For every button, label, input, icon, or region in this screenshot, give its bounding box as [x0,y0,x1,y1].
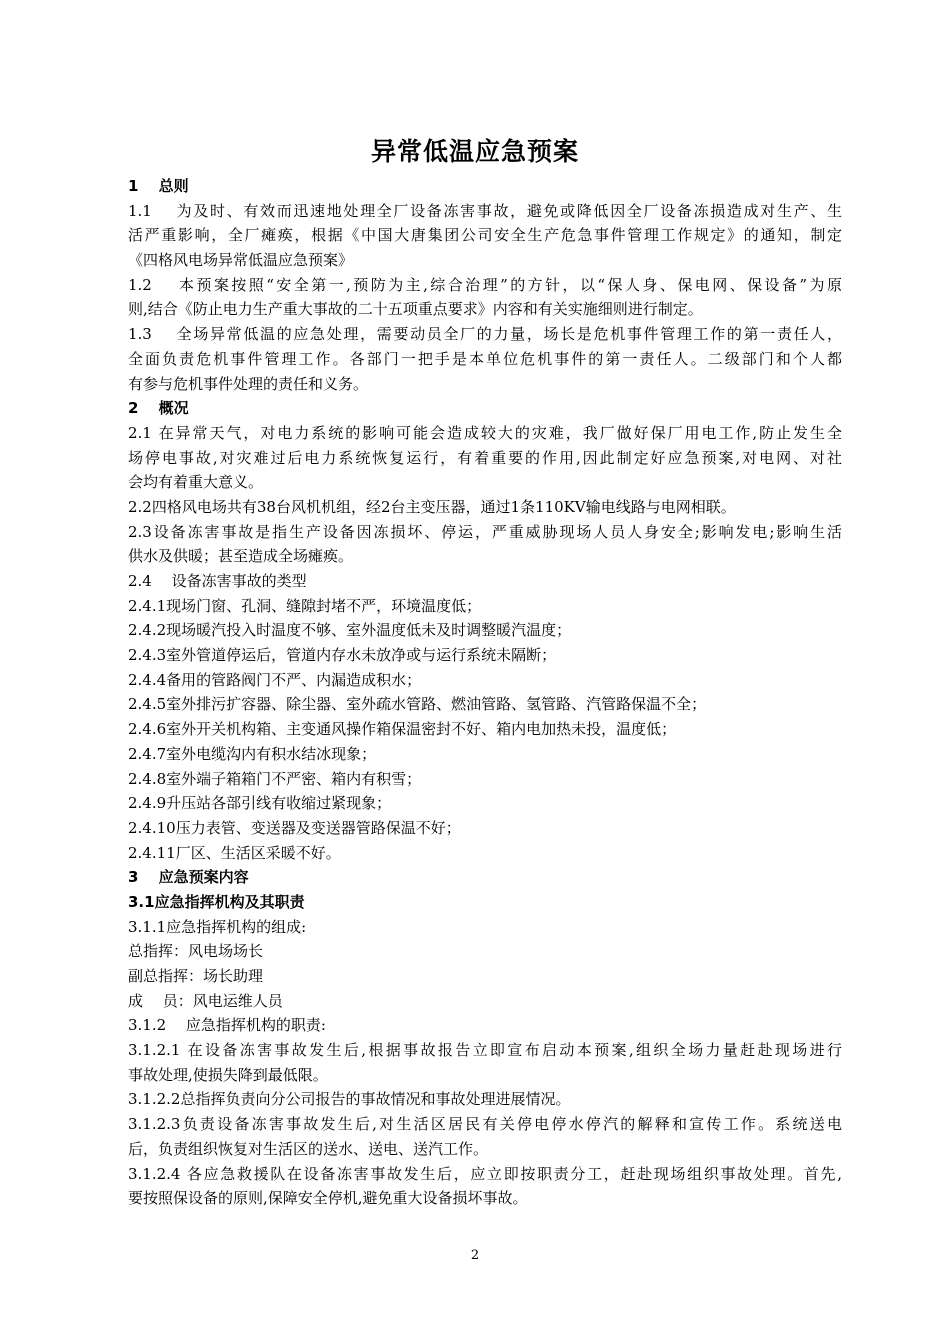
text-line: 2.4 设备冻害事故的类型 [128,572,307,590]
text-line: 3.1.2.3负责设备冻害事故发生后,对生活区居民有关停电停水停汽的解释和宣传工作。系统送电 [128,1115,842,1134]
text-line: 2.4.9升压站各部引线有收缩过紧现象； [128,794,392,813]
text-line: 2.3设备冻害事故是指生产设备因冻损坏、停运，严重威胁现场人员人身安全;影响发电;影响生活 [128,522,842,541]
text-line: 2.4.5室外排污扩容器、除尘器、室外疏水管路、燃油管路、氢管路、汽管路保温不全； [128,695,707,714]
text-line: 活严重影响，全厂瘫痪，根据《中国大唐集团公司安全生产危急事件管理工作规定》的通知，制定 [128,226,842,245]
text-line: 则,结合《防止电力生产重大事故的二十五项重点要求》内容和有关实施细则进行制定。 [128,300,703,319]
text-line: 2.4.8室外端子箱箱门不严密、箱内有积雪； [128,769,422,788]
page-number: 2 [470,1248,480,1263]
text-line: 2.1 在异常天气，对电力系统的影响可能会造成较大的灾难，我厂做好保厂用电工作,防止发生全 [128,423,842,442]
text-line: 2.4.11厂区、生活区采暖不好。 [128,843,341,862]
text-line: 有参与危机事件处理的责任和义务。 [128,374,369,393]
section-heading: 3 应急预案内容 [128,868,249,887]
text-line: 3.1.1应急指挥机构的组成: [128,917,307,936]
text-line: 2.4.3室外管道停运后，管道内存水未放净或与运行系统未隔断； [128,646,557,665]
text-line: 3.1.2.2总指挥负责向分公司报告的事故情况和事故处理进展情况。 [128,1090,571,1109]
text-line: 后，负责组织恢复对生活区的送水、送电、送汽工作。 [128,1139,489,1158]
text-line: 会均有着重大意义。 [128,473,264,492]
text-line: 场停电事故,对灾难过后电力系统恢复运行，有着重要的作用,因此制定好应急预案,对电网、对社 [128,448,842,467]
text-line: 3.1.2.1 在设备冻害事故发生后,根据事故报告立即宣布启动本预案,组织全场力量赶赴现场进行 [128,1041,842,1060]
text-line: 2.4.1现场门窗、孔洞、缝隙封堵不严，环境温度低； [128,596,482,615]
section-heading: 3.1应急指挥机构及其职责 [128,892,305,911]
text-line: 要按照保设备的原则,保障安全停机,避免重大设备损坏事故。 [128,1189,528,1208]
text-line: 事故处理,使损失降到最低限。 [128,1065,328,1084]
text-line: 总指挥：风电场场长 [128,942,264,961]
text-line: 2.4.4备用的管路阀门不严、内漏造成积水； [128,670,422,689]
document-body [128,174,842,1211]
text-line: 供水及供暖；甚至造成全场瘫痪。 [128,547,354,566]
section-heading: 2 概况 [128,399,189,418]
text-line: 3.1.2 应急指挥机构的职责: [128,1016,326,1035]
text-line: 2.2四格风电场共有38台风机机组，经2台主变压器，通过1条110KV输电线路与电网相联。 [128,497,736,516]
document-title: 异常低温应急预案 [370,137,579,166]
text-line: 1.2 本预案按照“安全第一,预防为主,综合治理”的方针，以“保人身、保电网、保设备”为原 [128,275,842,294]
text-line: 2.4.6室外开关机构箱、主变通风操作箱保温密封不好、箱内电加热未投，温度低； [128,720,677,739]
text-line: 2.4.2现场暖汽投入时温度不够、室外温度低未及时调整暖汽温度； [128,621,572,640]
text-line: 《四格风电场异常低温应急预案》 [128,251,354,270]
text-line: 2.4.10压力表管、变送器及变送器管路保温不好； [128,818,461,837]
text-line: 全面负责危机事件管理工作。各部门一把手是本单位危机事件的第一责任人。二级部门和个人都 [128,349,842,368]
text-line: 成 员：风电运维人员 [128,991,283,1010]
text-line: 2.4.7室外电缆沟内有积水结冰现象； [128,744,377,763]
text-line: 3.1.2.4 各应急救援队在设备冻害事故发生后，应立即按职责分工，赶赴现场组织事故处理。首先, [128,1164,842,1183]
text-line: 1.1 为及时、有效而迅速地处理全厂设备冻害事故，避免或降低因全厂设备冻损造成对生产、生 [128,201,842,220]
text-line: 副总指挥：场长助理 [128,967,264,985]
section-heading: 1 总则 [128,177,189,195]
text-line: 1.3 全场异常低温的应急处理，需要动员全厂的力量，场长是危机事件管理工作的第一责任人， [128,325,842,344]
